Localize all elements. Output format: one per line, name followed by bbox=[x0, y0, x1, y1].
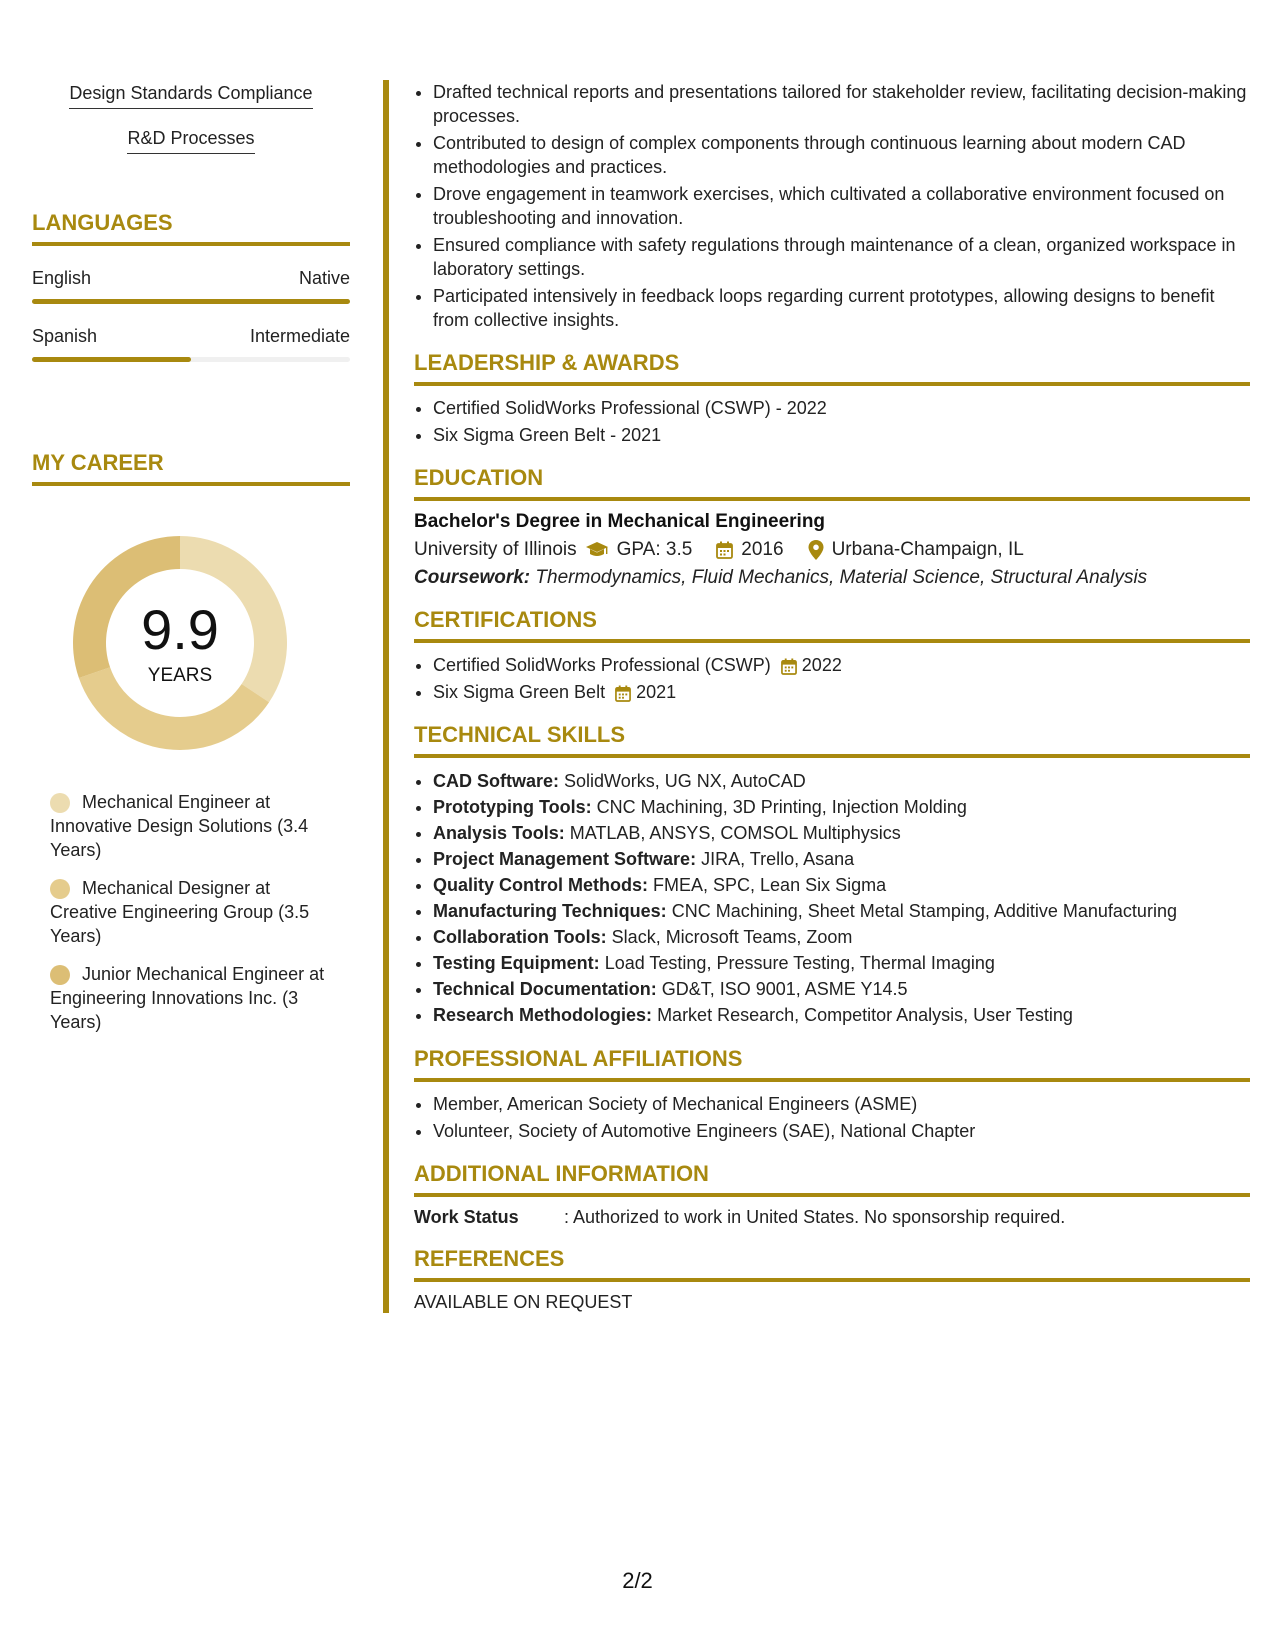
certifications-heading: CERTIFICATIONS bbox=[414, 607, 1250, 643]
career-dot bbox=[50, 793, 70, 813]
language-item bbox=[32, 268, 350, 304]
career-item-text: Mechanical Engineer at Innovative Design Solutions (3.4 Years) bbox=[50, 792, 309, 860]
language-bar bbox=[32, 357, 350, 362]
experience-bullet: • Drove engagement in teamwork exercises, which cultivated a collaborative environment focused on troubleshooting and innovation. bbox=[433, 182, 1250, 230]
work-status-value: : Authorized to work in United States. No sponsorship required. bbox=[564, 1207, 1066, 1227]
career-donut bbox=[65, 528, 295, 758]
technical-skills-heading: TECHNICAL SKILLS bbox=[414, 722, 1250, 758]
references-heading: REFERENCES bbox=[414, 1246, 1250, 1282]
experience-bullet: • Drafted technical reports and presentations tailored for stakeholder review, facilitating decision-making processes. bbox=[433, 80, 1250, 128]
skill-value: FMEA, SPC, Lean Six Sigma bbox=[653, 875, 887, 895]
career-item bbox=[50, 790, 330, 862]
experience-bullets bbox=[414, 80, 1250, 332]
career-dot bbox=[50, 965, 70, 985]
skill-label: Technical Documentation: bbox=[433, 979, 657, 999]
calendar-icon bbox=[716, 541, 733, 559]
certification-name: Six Sigma Green Belt bbox=[433, 682, 606, 702]
technical-skill-item bbox=[433, 976, 1250, 1002]
additional-info-heading: ADDITIONAL INFORMATION bbox=[414, 1161, 1250, 1197]
career-list bbox=[50, 790, 330, 1034]
skill-label: Prototyping Tools: bbox=[433, 797, 592, 817]
technical-skill-item bbox=[433, 794, 1250, 820]
languages-section bbox=[32, 210, 350, 362]
education-location: Urbana-Champaign, IL bbox=[831, 539, 1024, 560]
skill-label: Testing Equipment: bbox=[433, 953, 600, 973]
education-gpa: GPA: 3.5 bbox=[616, 539, 693, 560]
skill-value: CNC Machining, 3D Printing, Injection Molding bbox=[596, 797, 967, 817]
technical-skill-item bbox=[433, 898, 1250, 924]
education-year: 2016 bbox=[741, 539, 784, 560]
skill-label: Quality Control Methods: bbox=[433, 875, 648, 895]
leadership-heading: LEADERSHIP & AWARDS bbox=[414, 350, 1250, 386]
leadership-item: • Certified SolidWorks Professional (CSWP) - 2022 bbox=[433, 396, 1250, 420]
work-status-row bbox=[414, 1207, 1250, 1228]
skill-value: GD&T, ISO 9001, ASME Y14.5 bbox=[661, 979, 908, 999]
career-item-text: Mechanical Designer at Creative Engineering Group (3.5 Years) bbox=[50, 878, 310, 946]
certification-item bbox=[433, 680, 1250, 704]
experience-bullet: • Participated intensively in feedback loops regarding current prototypes, allowing designs to benefit from collective insights. bbox=[433, 284, 1250, 332]
technical-skill-item bbox=[433, 820, 1250, 846]
column-divider bbox=[383, 80, 389, 1313]
education-details bbox=[414, 539, 1250, 561]
education-coursework bbox=[414, 567, 1250, 589]
career-total-unit: YEARS bbox=[147, 665, 213, 686]
coursework-label: Coursework: bbox=[414, 567, 531, 588]
career-item bbox=[50, 876, 330, 948]
technical-skill-item bbox=[433, 1002, 1250, 1028]
language-bar-fill bbox=[32, 357, 191, 362]
certification-item bbox=[433, 653, 1250, 677]
skill-value: JIRA, Trello, Asana bbox=[701, 849, 855, 869]
affiliation-item: • Member, American Society of Mechanical Engineers (ASME) bbox=[433, 1092, 1250, 1116]
language-item bbox=[32, 326, 350, 362]
location-pin-icon bbox=[808, 540, 824, 560]
career-dot bbox=[50, 879, 70, 899]
language-level: Intermediate bbox=[249, 326, 350, 346]
affiliation-item: • Volunteer, Society of Automotive Engineers (SAE), National Chapter bbox=[433, 1119, 1250, 1143]
skill-value: CNC Machining, Sheet Metal Stamping, Additive Manufacturing bbox=[671, 901, 1177, 921]
technical-skills-list bbox=[414, 768, 1250, 1028]
technical-skill-item bbox=[433, 924, 1250, 950]
skill-value: Load Testing, Pressure Testing, Thermal Imaging bbox=[604, 953, 995, 973]
skill-tag: Design Standards Compliance bbox=[69, 80, 312, 109]
skill-label: Analysis Tools: bbox=[433, 823, 565, 843]
language-level: Native bbox=[298, 268, 350, 288]
technical-skill-item bbox=[433, 768, 1250, 794]
career-item bbox=[50, 962, 330, 1034]
skill-value: Market Research, Competitor Analysis, User Testing bbox=[657, 1005, 1073, 1025]
affiliations-list bbox=[414, 1092, 1250, 1143]
certification-name: Certified SolidWorks Professional (CSWP) bbox=[433, 655, 771, 675]
certification-year: 2022 bbox=[801, 655, 842, 675]
page-number: 2/2 bbox=[622, 1568, 653, 1593]
skill-value: SolidWorks, UG NX, AutoCAD bbox=[564, 771, 806, 791]
calendar-icon bbox=[615, 685, 631, 702]
language-name: Spanish bbox=[32, 326, 98, 346]
languages-heading: LANGUAGES bbox=[32, 210, 350, 246]
skill-label: CAD Software: bbox=[433, 771, 560, 791]
career-heading: MY CAREER bbox=[32, 450, 350, 486]
career-total-value: 9.9 bbox=[141, 598, 219, 661]
skill-label: Manufacturing Techniques: bbox=[433, 901, 667, 921]
education-degree: Bachelor's Degree in Mechanical Engineering bbox=[414, 511, 826, 532]
references-text: AVAILABLE ON REQUEST bbox=[414, 1292, 633, 1312]
skill-tag: R&D Processes bbox=[127, 125, 254, 154]
certification-year: 2021 bbox=[636, 682, 677, 702]
leadership-item: • Six Sigma Green Belt - 2021 bbox=[433, 423, 1250, 447]
left-column bbox=[32, 80, 350, 1032]
certifications-list bbox=[414, 653, 1250, 704]
leadership-list bbox=[414, 396, 1250, 447]
skill-value: MATLAB, ANSYS, COMSOL Multiphysics bbox=[569, 823, 901, 843]
technical-skill-item bbox=[433, 872, 1250, 898]
technical-skill-item bbox=[433, 846, 1250, 872]
language-name: English bbox=[32, 268, 92, 288]
skill-value: Slack, Microsoft Teams, Zoom bbox=[611, 927, 853, 947]
affiliations-heading: PROFESSIONAL AFFILIATIONS bbox=[414, 1046, 1250, 1082]
skill-label: Research Methodologies: bbox=[433, 1005, 653, 1025]
graduation-cap-icon bbox=[585, 541, 609, 559]
calendar-icon bbox=[781, 658, 797, 675]
coursework-text: Thermodynamics, Fluid Mechanics, Material Science, Structural Analysis bbox=[535, 567, 1148, 588]
education-school: University of Illinois bbox=[414, 539, 577, 560]
experience-bullet: • Ensured compliance with safety regulations through maintenance of a clean, organized workspace in laboratory settings. bbox=[433, 233, 1250, 281]
career-item-text: Junior Mechanical Engineer at Engineering Innovations Inc. (3 Years) bbox=[50, 964, 325, 1032]
career-section bbox=[32, 450, 350, 1048]
technical-skill-item bbox=[433, 950, 1250, 976]
right-column bbox=[414, 80, 1250, 1313]
work-status-label: Work Status bbox=[414, 1207, 519, 1227]
skill-label: Project Management Software: bbox=[433, 849, 697, 869]
education-heading: EDUCATION bbox=[414, 465, 1250, 501]
language-bar bbox=[32, 299, 350, 304]
language-bar-fill bbox=[32, 299, 350, 304]
experience-bullet: • Contributed to design of complex components through continuous learning about modern CAD methodologies and practices. bbox=[433, 131, 1250, 179]
skill-label: Collaboration Tools: bbox=[433, 927, 607, 947]
